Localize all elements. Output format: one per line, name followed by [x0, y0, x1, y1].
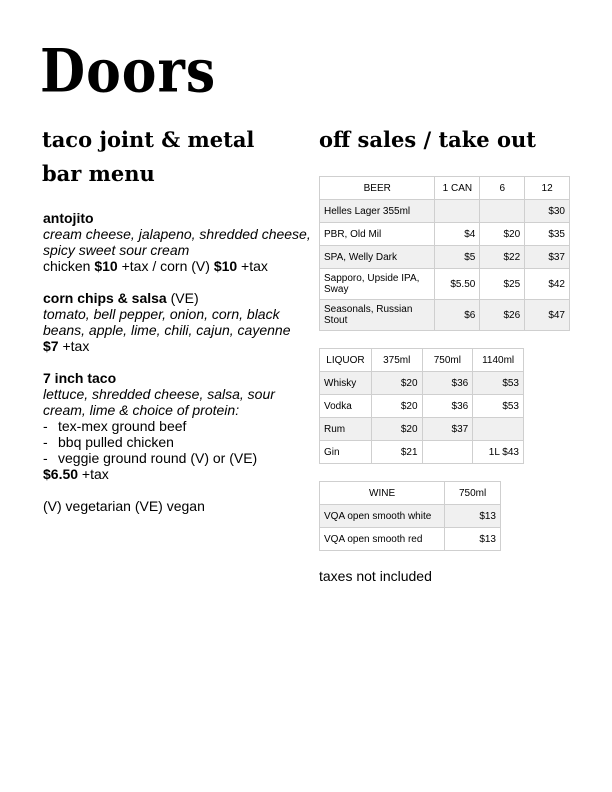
item-name: antojito: [43, 210, 94, 226]
item-price-line: [43, 258, 313, 274]
price-cell: $4: [435, 223, 480, 246]
price-cell: $47: [525, 300, 570, 331]
price-cell: $5: [435, 246, 480, 269]
price-cell: [435, 200, 480, 223]
price-cell: $20: [371, 395, 422, 418]
price-cell: $20: [480, 223, 525, 246]
beer-table: [319, 176, 570, 331]
item-price: $10: [94, 258, 118, 274]
liquor-table: [319, 348, 524, 464]
item-description: tomato, bell pepper, onion, corn, black beans, apple, lime, chili, cajun, cayenne: [43, 306, 291, 338]
item-tag: (VE): [166, 290, 199, 306]
liquor-name: Gin: [320, 441, 372, 464]
item-price: $6.50: [43, 466, 79, 482]
menu-item-taco: [43, 370, 313, 482]
item-price: $10: [213, 258, 238, 274]
dash: -: [43, 450, 48, 466]
header-cell: 750ml: [422, 349, 473, 372]
liquor-name: Vodka: [320, 395, 372, 418]
logo: Doors: [40, 36, 217, 107]
diet-legend: (V) vegetarian (VE) vegan: [43, 498, 205, 514]
price-cell: $21: [371, 441, 422, 464]
food-menu: [43, 210, 313, 514]
option-label: bbq pulled chicken: [58, 434, 174, 450]
price-label: +tax / corn (V): [117, 258, 214, 274]
table-header-row: [320, 482, 501, 505]
header-cell: BEER: [320, 177, 435, 200]
table-row: [320, 246, 570, 269]
item-description: cream cheese, jalapeno, shredded cheese, spicy sweet sour cream: [43, 226, 311, 258]
header-cell: 1140ml: [473, 349, 524, 372]
price-cell: 1L $43: [473, 441, 524, 464]
wine-name: VQA open smooth red: [320, 528, 445, 551]
price-cell: $22: [480, 246, 525, 269]
price-cell: $20: [371, 418, 422, 441]
tax-note: taxes not included: [319, 568, 432, 584]
price-cell: $25: [480, 269, 525, 300]
wine-name: VQA open smooth white: [320, 505, 445, 528]
table-row: [320, 505, 501, 528]
price-label: +tax: [78, 466, 109, 482]
menu-item-chips: [43, 290, 313, 354]
item-name: 7 inch taco: [43, 370, 117, 386]
table-row: [320, 223, 570, 246]
protein-option: [43, 418, 313, 434]
liquor-name: Whisky: [320, 372, 372, 395]
beer-name: Sapporo, Upside IPA, Sway: [320, 269, 435, 300]
price-label: +tax: [237, 258, 268, 274]
beer-name: SPA, Welly Dark: [320, 246, 435, 269]
price-cell: $30: [525, 200, 570, 223]
table-row: [320, 418, 524, 441]
item-price: $7: [43, 338, 59, 354]
table-row: [320, 372, 524, 395]
price-cell: [473, 418, 524, 441]
price-label: +tax: [58, 338, 90, 354]
wine-table: [319, 481, 501, 551]
item-price-line: [43, 338, 313, 354]
table-header-row: [320, 177, 570, 200]
price-label: chicken: [43, 258, 95, 274]
header-cell: WINE: [320, 482, 445, 505]
price-cell: $37: [525, 246, 570, 269]
dash: -: [43, 418, 48, 434]
dash: -: [43, 434, 48, 450]
table-row: [320, 269, 570, 300]
item-price-line: [43, 466, 313, 482]
item-name: corn chips & salsa: [43, 290, 167, 306]
item-title-line: [43, 290, 313, 306]
table-row: [320, 441, 524, 464]
price-cell: $20: [371, 372, 422, 395]
table-row: [320, 395, 524, 418]
beer-name: PBR, Old Mil: [320, 223, 435, 246]
header-cell: 375ml: [371, 349, 422, 372]
price-cell: $13: [445, 505, 501, 528]
beer-name: Seasonals, Russian Stout: [320, 300, 435, 331]
header-cell: 750ml: [445, 482, 501, 505]
option-label: tex-mex ground beef: [58, 418, 187, 434]
price-cell: $53: [473, 372, 524, 395]
header-cell: LIQUOR: [320, 349, 372, 372]
table-row: [320, 200, 570, 223]
protein-option: [43, 450, 313, 466]
price-cell: $5.50: [435, 269, 480, 300]
price-cell: [480, 200, 525, 223]
price-cell: $53: [473, 395, 524, 418]
price-cell: [422, 441, 473, 464]
price-cell: $37: [422, 418, 473, 441]
protein-option: [43, 434, 313, 450]
price-cell: $36: [422, 395, 473, 418]
liquor-name: Rum: [320, 418, 372, 441]
table-header-row: [320, 349, 524, 372]
price-cell: $36: [422, 372, 473, 395]
header-cell: 12: [525, 177, 570, 200]
menu-heading: taco joint & metal bar menu: [42, 127, 255, 186]
option-label: veggie ground round (V) or (VE): [58, 450, 258, 466]
menu-item-antojito: [43, 210, 313, 274]
beer-name: Helles Lager 355ml: [320, 200, 435, 223]
price-cell: $35: [525, 223, 570, 246]
table-row: [320, 300, 570, 331]
price-cell: $26: [480, 300, 525, 331]
item-description: lettuce, shredded cheese, salsa, sour cream, lime & choice of protein:: [43, 386, 275, 418]
header-cell: 1 CAN: [435, 177, 480, 200]
table-row: [320, 528, 501, 551]
header-cell: 6: [480, 177, 525, 200]
price-cell: $6: [435, 300, 480, 331]
off-sales-heading: off sales / take out: [319, 127, 536, 152]
price-cell: $42: [525, 269, 570, 300]
price-cell: $13: [445, 528, 501, 551]
